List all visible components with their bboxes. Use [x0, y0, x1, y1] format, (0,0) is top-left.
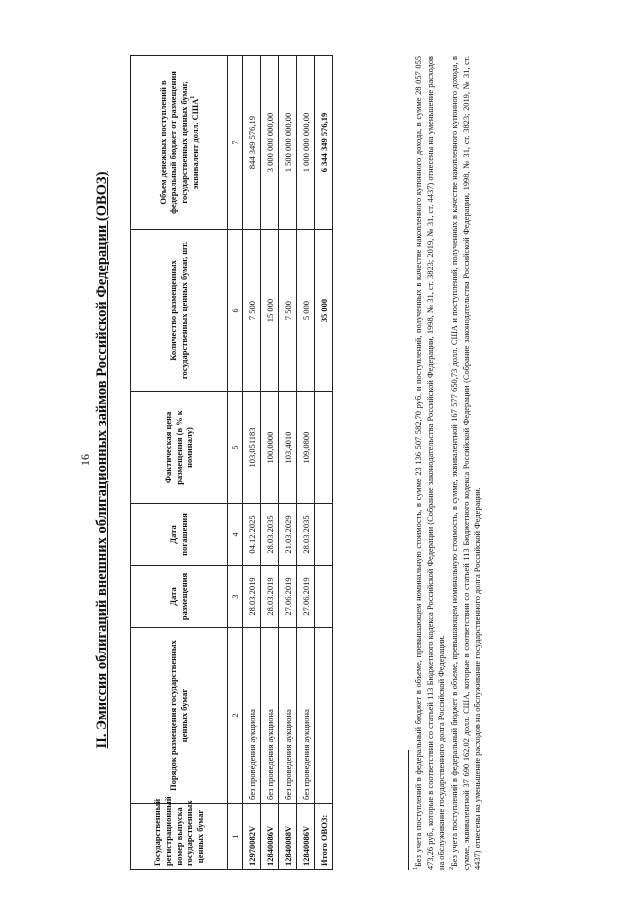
quantity-cell: 15 000	[261, 230, 279, 392]
placement-date-cell: 28.03.2019	[243, 566, 261, 628]
maturity-date-cell: 04.12.2025	[243, 504, 261, 566]
placement-procedure-cell: без проведения аукциона	[297, 628, 315, 804]
total-row	[315, 56, 333, 870]
registration-number-cell: 12840086V	[261, 804, 279, 870]
column-number: 7	[228, 56, 243, 230]
column-number: 2	[228, 628, 243, 804]
quantity-cell: 7 500	[279, 230, 297, 392]
column-number: 3	[228, 566, 243, 628]
header-cash-receipts-text: Объем денежных поступлений в федеральный бюджет от размещения государственных ценных бумаг, эквивалент долл. США	[157, 71, 200, 214]
header-placement-procedure: Порядок размещения государственных ценных бумаг	[131, 628, 228, 804]
rotated-page-content	[70, 40, 590, 880]
quantity-cell: 7 500	[243, 230, 261, 392]
total-quantity: 35 000	[315, 230, 333, 392]
table-row	[297, 56, 315, 870]
price-cell: 103,051183	[243, 392, 261, 504]
amount-cell: 3 000 000 000,00	[261, 56, 279, 230]
amount-cell: 844 349 576,19	[243, 56, 261, 230]
maturity-date-cell: 21.03.2029	[279, 504, 297, 566]
footnote-text: Без учета поступлений в федеральный бюджет в объеме, превышающем номинальную стоимость, в сумме 23 136 507 582,70 руб. и поступлений, полученных в качестве накопленного купонного дохода, в сумме 28 057 055 473,26 руб., которые в соответствии со статьей 113 Бюджетного кодекса Российской Федерации (Собрание законодательства Российской Федерации, 1998, № 31, ст. 3823; 2019, № 31, ст. 4437) отнесены на уменьшение расходов на обслуживание государственного долга Российской Федерации.	[413, 56, 447, 870]
page-number: 16	[78, 454, 92, 466]
amount-cell: 1 500 000 000,00	[279, 56, 297, 230]
header-maturity-date: Дата погашения	[131, 504, 228, 566]
maturity-date-cell: 28.03.2035	[297, 504, 315, 566]
table-row	[279, 56, 297, 870]
footnote-mark: 1	[413, 867, 419, 870]
placement-date-cell: 27.06.2019	[279, 566, 297, 628]
table-header-row	[131, 56, 228, 870]
amount-cell: 1 000 000 000,00	[297, 56, 315, 230]
maturity-date-cell: 28.03.2035	[261, 504, 279, 566]
empty-cell	[315, 566, 333, 628]
column-number-row	[228, 56, 243, 870]
price-cell: 109,0800	[297, 392, 315, 504]
header-registration-number: Государственный регистрационный номер выпуска государственных ценных бумаг	[131, 804, 228, 870]
placement-date-cell: 28.03.2019	[261, 566, 279, 628]
column-number: 1	[228, 804, 243, 870]
empty-cell	[315, 392, 333, 504]
price-cell: 103,4010	[279, 392, 297, 504]
header-placement-date: Дата размещения	[131, 566, 228, 628]
header-quantity: Количество размещенных государственных ценных бумаг, шт.	[131, 230, 228, 392]
total-label: Итого ОВОЗ:	[315, 804, 333, 870]
placement-date-cell: 27.06.2019	[297, 566, 315, 628]
empty-cell	[315, 504, 333, 566]
column-number: 5	[228, 392, 243, 504]
footnote-ref-1: 1	[189, 95, 196, 99]
price-cell: 100,0000	[261, 392, 279, 504]
total-amount: 6 344 349 576,19	[315, 56, 333, 230]
column-number: 4	[228, 504, 243, 566]
placement-procedure-cell: без проведения аукциона	[261, 628, 279, 804]
empty-cell	[315, 628, 333, 804]
footnote-2	[448, 56, 484, 870]
footnote-separator	[408, 750, 409, 870]
footnote-text: Без учета поступлений в федеральный бюджет в объеме, превышающем номинальную стоимость, в сумме, эквивалентной 167 577 650,73 долл. США и поступлений, полученных в качестве накопленного купонного дохода, в сумме, эквивалентной 37 690 162,02 долл. США, которые в соответствии со статьей 113 Бюджетного кодекса Российской Федерации (Собрание законодательства Российской Федерации, 1998, № 31, ст. 3823; 2019, № 31, ст. 4437) отнесены на уменьшение расходов на обслуживание государственного долга Российской Федерации.	[449, 56, 483, 870]
table-row	[243, 56, 261, 870]
ovoz-emission-table	[130, 55, 333, 870]
table-row	[261, 56, 279, 870]
section-title: II. Эмиссия облигаций внешних облигационных займов Российской Федерации (ОВОЗ)	[94, 171, 110, 749]
footnote-1	[412, 56, 448, 870]
registration-number-cell: 12840086V	[297, 804, 315, 870]
header-cash-receipts	[131, 56, 228, 230]
footnote-mark: 2	[449, 867, 456, 870]
registration-number-cell: 12840088V	[279, 804, 297, 870]
placement-procedure-cell: без проведения аукциона	[279, 628, 297, 804]
quantity-cell: 5 000	[297, 230, 315, 392]
header-actual-price: Фактическая цена размещения (в % к номиналу)	[131, 392, 228, 504]
footnotes	[412, 56, 484, 870]
column-number: 6	[228, 230, 243, 392]
registration-number-cell: 12970082V	[243, 804, 261, 870]
placement-procedure-cell: без проведения аукциона	[243, 628, 261, 804]
